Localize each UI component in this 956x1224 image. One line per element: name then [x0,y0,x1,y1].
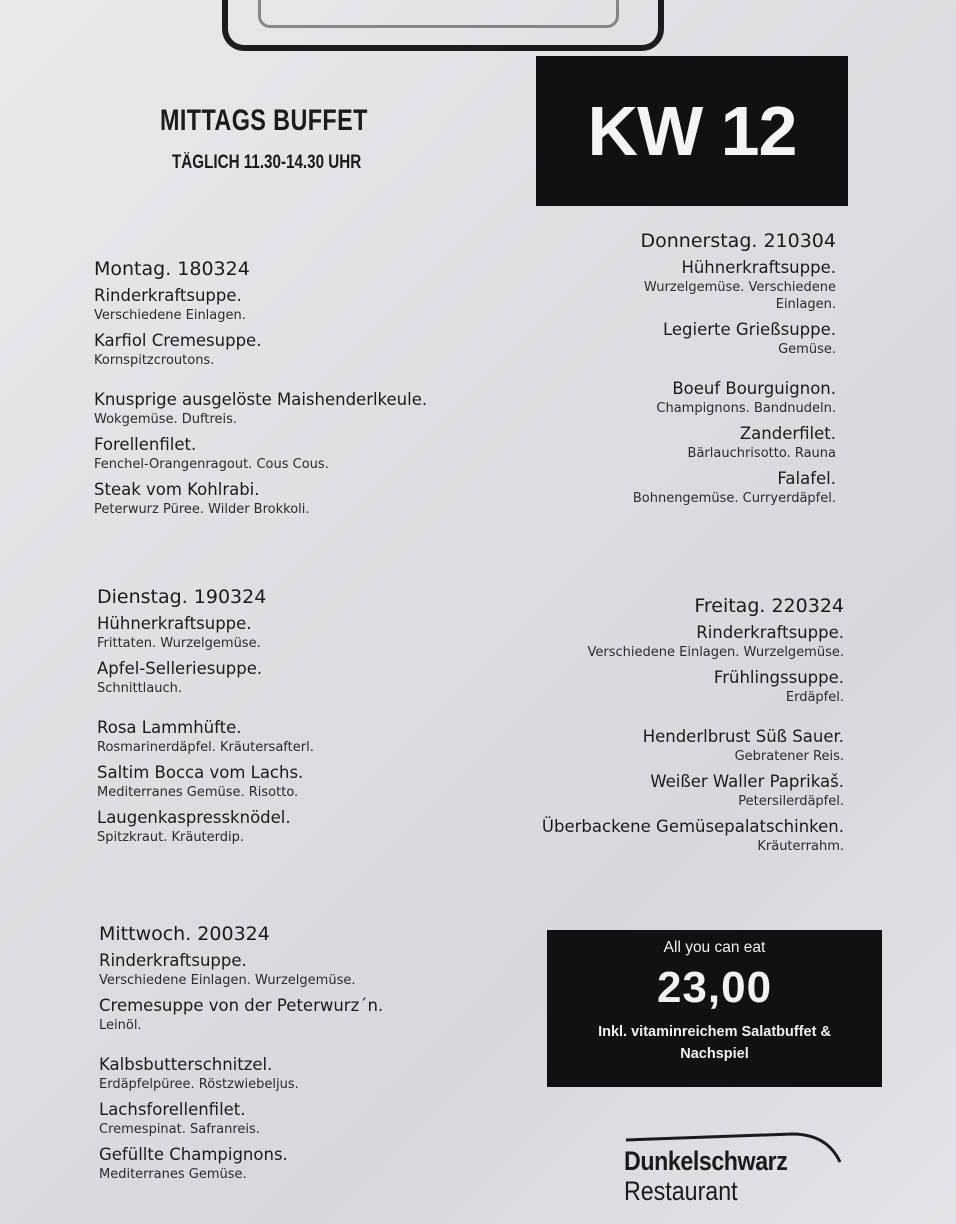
dish-description: Kräuterrahm. [757,839,844,854]
day-label: Montag. 180324 [94,258,250,280]
day-label: Freitag. 220324 [694,595,844,617]
dish-description: Petersilerdäpfel. [738,794,844,809]
dish-description: Leinöl. [99,1018,142,1033]
price-box [547,930,882,1087]
dish-description: Verschiedene Einlagen. Wurzelgemüse. [587,645,844,660]
dish-name: Hühnerkraftsuppe. [681,258,836,277]
page-title: MITTAGS BUFFET [160,104,368,137]
dish-name: Zanderfilet. [739,424,836,443]
dish-description: Erdäpfel. [785,690,844,705]
menu-header [160,104,426,174]
dish-description: Einlagen. [775,297,836,312]
day-dienstag [97,585,314,852]
week-badge [536,56,848,206]
dish-description: Wurzelgemüse. Verschiedene [643,280,836,295]
dish-description: Schnittlauch. [97,681,183,696]
dish-name: Weißer Waller Paprikaš. [650,772,844,791]
dish-description: Rosmarinerdäpfel. Kräutersafterl. [97,740,314,755]
clipboard-clip-inner [258,0,619,28]
day-donnerstag [633,229,836,513]
dish-name: Hühnerkraftsuppe. [97,614,252,633]
restaurant-logo [622,1128,852,1213]
day-mittwoch [99,922,383,1189]
dish-name: Lachsforellenfilet. [99,1100,246,1119]
logo-subtitle: Restaurant [624,1176,738,1206]
dish-name: Überbackene Gemüsepalatschinken. [541,817,844,836]
dish-description: Verschiedene Einlagen. [94,308,246,323]
dish-description: Spitzkraut. Kräuterdip. [97,830,245,845]
dish-name: Rinderkraftsuppe. [99,951,247,970]
dish-description: Frittaten. Wurzelgemüse. [97,636,261,651]
dish-name: Karfiol Cremesuppe. [94,331,262,350]
dish-description: Bohnengemüse. Curryerdäpfel. [632,491,836,506]
day-label: Mittwoch. 200324 [99,923,270,945]
day-freitag [542,594,844,861]
dish-name: Legierte Grießsuppe. [662,320,836,339]
dish-description: Wokgemüse. Duftreis. [94,412,238,427]
price-caption: All you can eat [663,939,766,956]
dish-name: Apfel-Selleriesuppe. [97,659,263,678]
dish-description: Champignons. Bandnudeln. [656,401,836,416]
dish-name: Laugenkaspressknödel. [97,808,291,827]
dish-name: Boeuf Bourguignon. [672,379,836,398]
dish-description: Cremespinat. Safranreis. [99,1122,260,1137]
dish-name: Falafel. [777,469,836,488]
dish-name: Kalbsbutterschnitzel. [99,1055,273,1074]
dish-name: Knusprige ausgelöste Maishenderlkeule. [94,390,428,409]
dish-name: Frühlingssuppe. [713,668,844,687]
dish-description: Gebratener Reis. [734,749,844,764]
day-label: Donnerstag. 210304 [640,230,836,252]
day-label: Dienstag. 190324 [97,586,267,608]
dish-description: Mediterranes Gemüse. Risotto. [97,785,299,800]
dish-description: Bärlauchrisotto. Rauna [687,446,836,461]
dish-description: Mediterranes Gemüse. [99,1167,247,1182]
dish-name: Steak vom Kohlrabi. [94,480,260,499]
opening-hours: TÄGLICH 11.30-14.30 UHR [172,152,362,173]
dish-name: Rinderkraftsuppe. [696,623,844,642]
dish-name: Rinderkraftsuppe. [94,286,242,305]
price-note: Inkl. vitaminreichem Salatbuffet & Nachspiel [598,1024,831,1062]
dish-name: Gefüllte Champignons. [99,1145,288,1164]
logo-name: Dunkelschwarz [624,1146,788,1176]
dish-description: Gemüse. [778,342,836,357]
week-label: KW 12 [587,92,797,170]
dish-name: Saltim Bocca vom Lachs. [97,763,304,782]
day-montag [94,257,427,524]
dish-description: Kornspitzcroutons. [94,353,215,368]
dish-description: Verschiedene Einlagen. Wurzelgemüse. [99,973,356,988]
dish-description: Peterwurz Püree. Wilder Brokkoli. [94,502,310,517]
dish-name: Rosa Lammhüfte. [97,718,242,737]
price-value: 23,00 [656,963,773,1012]
dish-description: Erdäpfelpüree. Röstzwiebeljus. [99,1077,299,1092]
dish-name: Forellenfilet. [94,435,197,454]
dish-name: Cremesuppe von der Peterwurz´n. [99,996,384,1015]
dish-description: Fenchel-Orangenragout. Cous Cous. [94,457,329,472]
dish-name: Henderlbrust Süß Sauer. [642,727,844,746]
